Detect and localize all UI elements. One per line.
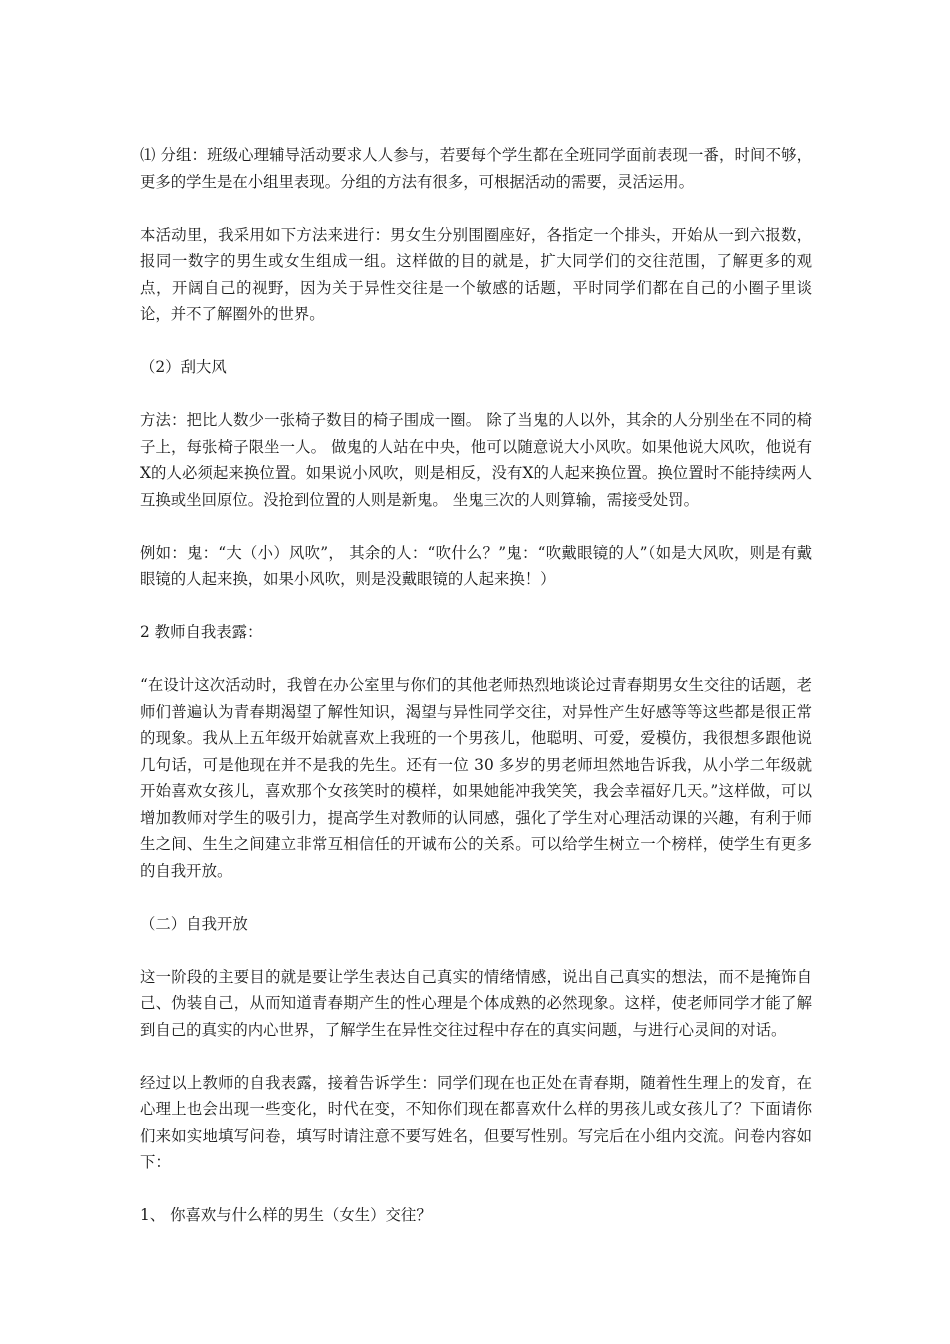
paragraph-game-example: 例如：鬼：“大（小）风吹”， 其余的人：“吹什么？”鬼：“吹戴眼镜的人”（如是大风吹，则是有戴眼镜的人起来换，如果小风吹，则是没戴眼镜的人起来换！） — [140, 543, 812, 588]
paragraph-questionnaire-intro: 经过以上教师的自我表露，接着告诉学生：同学们现在也正处在青春期，随着性生理上的发育，在心理上也会出现一些变化，时代在变，不知你们现在都喜欢什么样的男孩儿或女孩儿了？下面请你们来如实地填写问卷，填写时请注意不要写姓名，但要写性别。写完后在小组内交流。问卷内容如下： — [140, 1073, 812, 1171]
paragraph-activity-method: 本活动里，我采用如下方法来进行：男女生分别围圈座好，各指定一个排头，开始从一到六报数，报同一数字的男生或女生组成一组。这样做的目的就是，扩大同学们的交往范围，了解更多的观点，开阔自己的视野，因为关于异性交往是一个敏感的话题，平时同学们都在自己的小圈子里谈论，并不了解圈外的世界。 — [140, 225, 812, 323]
heading-teacher-self-disclosure: 2 教师自我表露： — [140, 623, 263, 641]
heading-strong-wind: （2）刮大风 — [140, 358, 227, 376]
paragraph-stage-goal: 这一阶段的主要目的就是要让学生表达自己真实的情绪情感，说出自己真实的想法，而不是掩饰自己、伪装自己，从而知道青春期产生的性心理是个体成熟的必然现象。这样，使老师同学才能了解到自己的真实的内心世界，了解学生在异性交往过程中存在的真实问题，与进行心灵间的对话。 — [140, 967, 812, 1039]
document-body — [140, 142, 812, 1229]
paragraph-grouping-method: ⑴ 分组：班级心理辅导活动要求人人参与，若要每个学生都在全班同学面前表现一番，时间不够，更多的学生是在小组里表现。分组的方法有很多，可根据活动的需要，灵活运用。 — [140, 146, 812, 191]
paragraph-teacher-story: “在设计这次活动时，我曾在办公室里与你们的其他老师热烈地谈论过青春期男女生交往的话题，老师们普遍认为青春期渴望了解性知识，渴望与异性同学交往，对异性产生好感等等这些都是很正常的现象。我从上五年级开始就喜欢上我班的一个男孩儿，他聪明、可爱，爱模仿，我很想多跟他说几句话，可是他现在并不是我的先生。还有一位 30 多岁的男老师坦然地告诉我，从小学二年级就开始喜欢女孩儿，喜欢那个女孩笑时的模样，如果她能冲我笑笑，我会幸福好几天。”这样做，可以增加教师对学生的吸引力，提高学生对教师的认同感，强化了学生对心理活动课的兴趣，有利于师生之间、生生之间建立非常互相信任的开诚布公的关系。可以给学生树立一个榜样，使学生有更多的自我开放。 — [140, 676, 812, 880]
heading-self-openness: （二）自我开放 — [140, 914, 248, 933]
questionnaire-item-1: 1、 你喜欢与什么样的男生（女生）交往？ — [140, 1206, 432, 1224]
paragraph-game-rules: 方法：把比人数少一张椅子数目的椅子围成一圈。 除了当鬼的人以外，其余的人分别坐在不同的椅子上，每张椅子限坐一人。 做鬼的人站在中央，他可以随意说大小风吹。如果他说大风吹，他说有X的人必须起来换位置。如果说小风吹，则是相反，没有X的人起来换位置。换位置时不能持续两人互换或坐回原位。没抢到位置的人则是新鬼。 坐鬼三次的人则算输，需接受处罚。 — [140, 411, 812, 509]
